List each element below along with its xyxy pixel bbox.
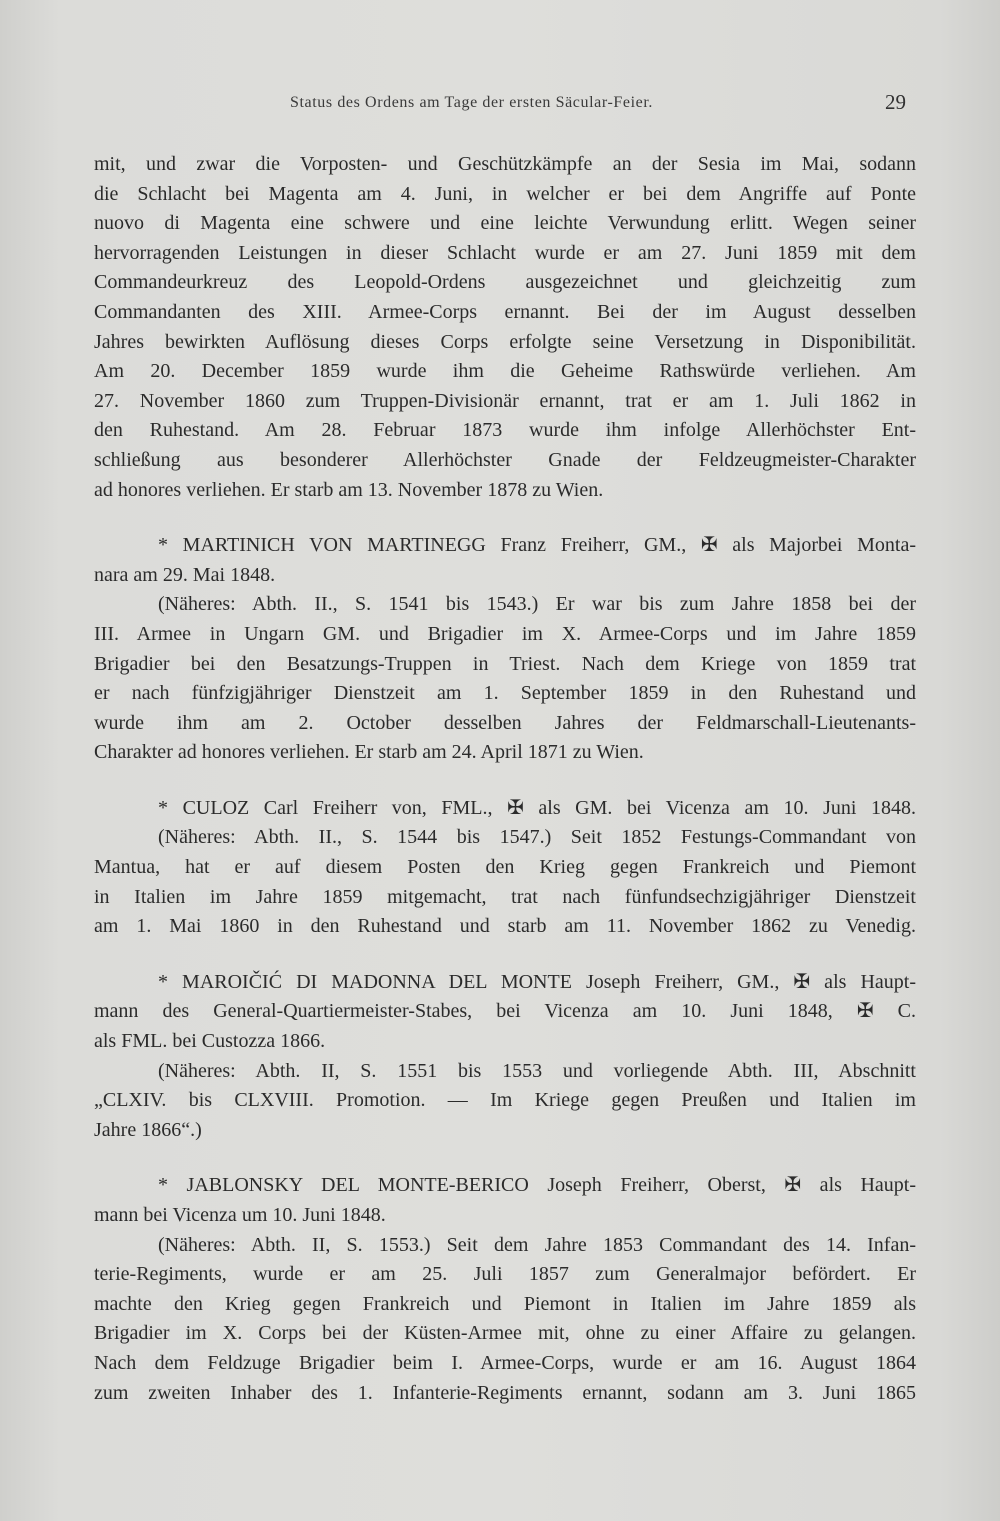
text-line: Jahres bewirkten Auflösung dieses Corps erfolgte seine Versetzung in Disponibilität. bbox=[94, 330, 916, 353]
page-number: 29 bbox=[885, 90, 906, 114]
text-line: er nach fünfzigjähriger Dienstzeit am 1. September 1859 in den Ruhestand und bbox=[94, 682, 916, 705]
text-line: Nach dem Feldzuge Brigadier beim I. Armee-Corps, wurde er am 16. August 1864 bbox=[94, 1351, 916, 1374]
text-line: Jahre 1866“.) bbox=[94, 1118, 202, 1141]
entry-heading-line: * MAROIČIĆ DI MADONNA DEL MONTE Joseph Freiherr, GM., ✠ als Haupt- bbox=[158, 970, 916, 993]
body-text bbox=[94, 150, 916, 1408]
text-line: 27. November 1860 zum Truppen-Divisionär ernannt, trat er am 1. Juli 1862 in bbox=[94, 389, 916, 412]
text-line: am 1. Mai 1860 in den Ruhestand und starb am 11. November 1862 zu Venedig. bbox=[94, 915, 916, 938]
text-line: (Näheres: Abth. II, S. 1551 bis 1553 und vorliegende Abth. III, Abschnitt bbox=[158, 1059, 916, 1082]
entry-culoz bbox=[94, 794, 916, 942]
entry-jablonsky bbox=[94, 1171, 916, 1408]
text-line: (Näheres: Abth. II, S. 1553.) Seit dem Jahre 1853 Commandant des 14. Infan- bbox=[158, 1233, 916, 1256]
running-title: Status des Ordens am Tage der ersten Säcular-Feier. bbox=[290, 94, 653, 111]
text-line: wurde ihm am 2. October desselben Jahres der Feldmarschall-Lieutenants- bbox=[94, 711, 916, 734]
text-line: Charakter ad honores verliehen. Er starb am 24. April 1871 zu Wien. bbox=[94, 741, 644, 764]
text-line: Mantua, hat er auf diesem Posten den Krieg gegen Frankreich und Piemont bbox=[94, 856, 916, 879]
text-line: mann bei Vicenza um 10. Juni 1848. bbox=[94, 1204, 386, 1226]
text-line: als FML. bei Custozza 1866. bbox=[94, 1030, 326, 1053]
text-line: den Ruhestand. Am 28. Februar 1873 wurde ihm infolge Allerhöchster Ent- bbox=[94, 419, 916, 442]
entry-heading-line: * MARTINICH VON MARTINEGG Franz Freiherr, GM., ✠ als Majorbei Monta- bbox=[158, 534, 916, 557]
text-line: nuovo di Magenta eine schwere und eine leichte Verwundung erlitt. Wegen seiner bbox=[94, 212, 916, 235]
text-line: mann des General-Quartiermeister-Stabes, bei Vicenza am 10. Juni 1848, ✠ C. bbox=[94, 1000, 916, 1023]
text-line: ad honores verliehen. Er starb am 13. November 1878 zu Wien. bbox=[94, 478, 604, 501]
text-line: machte den Krieg gegen Frankreich und Piemont in Italien im Jahre 1859 als bbox=[94, 1292, 916, 1315]
text-line: terie-Regiments, wurde er am 25. Juli 1857 zum Generalmajor befördert. Er bbox=[94, 1263, 916, 1286]
paragraph-continuation bbox=[94, 150, 916, 505]
text-line: (Näheres: Abth. II., S. 1544 bis 1547.) Seit 1852 Festungs-Commandant von bbox=[158, 826, 916, 849]
text-line: Am 20. December 1859 wurde ihm die Geheime Rathswürde verliehen. Am bbox=[94, 360, 916, 383]
text-line: Commandeurkreuz des Leopold-Ordens ausgezeichnet und gleichzeitig zum bbox=[94, 271, 916, 294]
text-line: nara am 29. Mai 1848. bbox=[94, 563, 276, 586]
text-line: zum zweiten Inhaber des 1. Infanterie-Regiments ernannt, sodann am 3. Juni 1865 bbox=[94, 1381, 916, 1404]
entry-maroicic bbox=[94, 968, 916, 1146]
text-line: Brigadier im X. Corps bei der Küsten-Armee mit, ohne zu einer Affaire zu gelangen. bbox=[94, 1322, 916, 1345]
entry-martinich bbox=[94, 531, 916, 768]
text-line: Commandanten des XIII. Armee-Corps ernannt. Bei der im August desselben bbox=[94, 300, 916, 323]
text-line: die Schlacht bei Magenta am 4. Juni, in welcher er bei dem Angriffe auf Ponte bbox=[94, 182, 916, 205]
text-line: in Italien im Jahre 1859 mitgemacht, trat nach fünfundsechzigjähriger Dienstzeit bbox=[94, 885, 916, 908]
page-header bbox=[94, 90, 916, 118]
text-line: III. Armee in Ungarn GM. und Brigadier im X. Armee-Corps und im Jahre 1859 bbox=[94, 622, 916, 645]
text-line: Brigadier bei den Besatzungs-Truppen in Triest. Nach dem Kriege von 1859 trat bbox=[94, 652, 916, 675]
text-line: mit, und zwar die Vorposten- und Geschützkämpfe an der Sesia im Mai, sodann bbox=[94, 153, 916, 175]
text-line: (Näheres: Abth. II., S. 1541 bis 1543.) Er war bis zum Jahre 1858 bei der bbox=[158, 593, 916, 616]
text-line: hervorragenden Leistungen in dieser Schlacht wurde er am 27. Juni 1859 mit dem bbox=[94, 241, 916, 264]
entry-heading-line: * CULOZ Carl Freiherr von, FML., ✠ als GM. bei Vicenza am 10. Juni 1848. bbox=[158, 796, 916, 819]
text-line: „CLXIV. bis CLXVIII. Promotion. — Im Kriege gegen Preußen und Italien im bbox=[94, 1089, 916, 1112]
entry-heading-line: * JABLONSKY DEL MONTE-BERICO Joseph Freiherr, Oberst, ✠ als Haupt- bbox=[158, 1174, 916, 1197]
text-line: schließung aus besonderer Allerhöchster Gnade der Feldzeugmeister-Charakter bbox=[94, 448, 916, 471]
